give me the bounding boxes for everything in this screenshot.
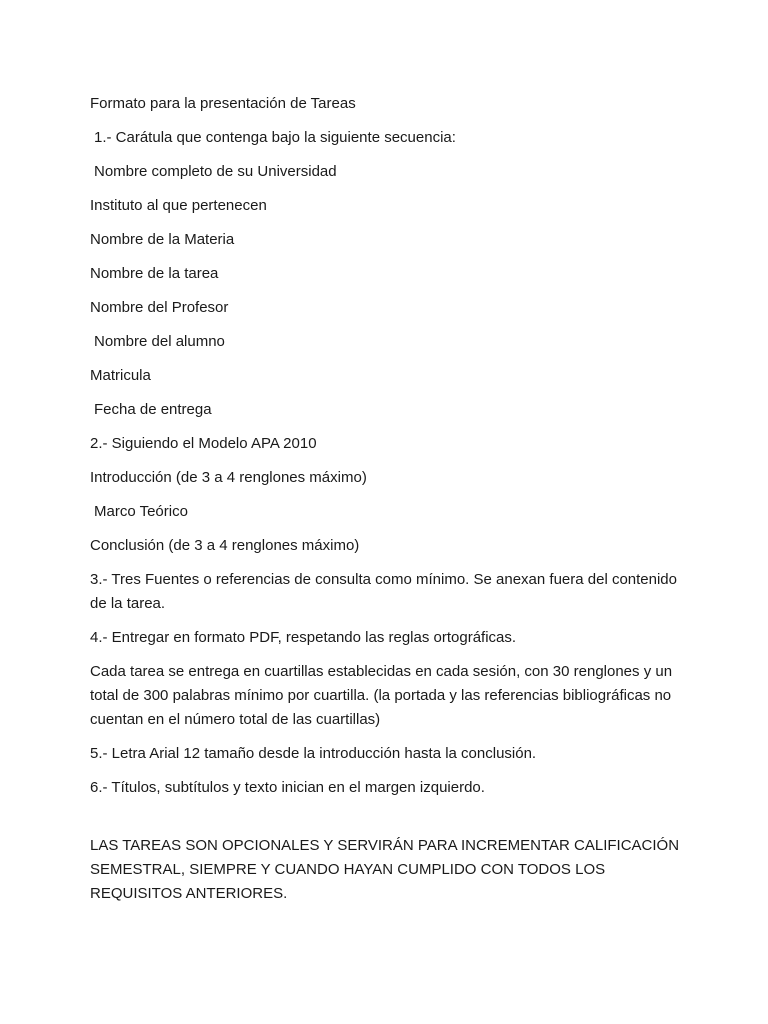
notice-paragraph: LAS TAREAS SON OPCIONALES Y SERVIRÁN PARA INCREMENTAR CALIFICACIÓN SEMESTRAL, SIEMPRE Y CUANDO HAYAN CUMPLIDO CON TODOS LOS REQUISITOS ANTERIORES. bbox=[90, 837, 684, 902]
item-universidad: Nombre completo de su Universidad bbox=[94, 163, 337, 180]
item-introduccion: Introducción (de 3 a 4 renglones máximo) bbox=[90, 469, 367, 486]
item-tarea: Nombre de la tarea bbox=[90, 265, 219, 282]
item-letra-arial: 5.- Letra Arial 12 tamaño desde la introducción hasta la conclusión. bbox=[90, 745, 537, 762]
item-formato-pdf: 4.- Entregar en formato PDF, respetando las reglas ortográficas. bbox=[90, 629, 517, 646]
item-caratula: 1.- Carátula que contenga bajo la siguiente secuencia: bbox=[94, 129, 456, 146]
item-fecha: Fecha de entrega bbox=[94, 401, 212, 418]
item-fuentes: 3.- Tres Fuentes o referencias de consulta como mínimo. Se anexan fuera del contenido de la tarea. bbox=[90, 571, 682, 612]
item-cuartillas: Cada tarea se entrega en cuartillas establecidas en cada sesión, con 30 renglones y un total de 300 palabras mínimo por cuartilla. (la portada y las referencias bibliográficas no cuentan en el número total de las cuartillas) bbox=[90, 663, 677, 728]
item-profesor: Nombre del Profesor bbox=[90, 299, 229, 316]
item-alumno: Nombre del alumno bbox=[94, 333, 225, 350]
item-conclusion: Conclusión (de 3 a 4 renglones máximo) bbox=[90, 537, 360, 554]
item-materia: Nombre de la Materia bbox=[90, 231, 235, 248]
item-matricula: Matricula bbox=[90, 367, 151, 384]
item-titulos: 6.- Títulos, subtítulos y texto inician en el margen izquierdo. bbox=[90, 779, 485, 796]
item-instituto: Instituto al que pertenecen bbox=[90, 197, 267, 214]
blank-line bbox=[90, 810, 680, 834]
item-apa: 2.- Siguiendo el Modelo APA 2010 bbox=[90, 435, 317, 452]
document-title: Formato para la presentación de Tareas bbox=[90, 95, 356, 112]
item-marco-teorico: Marco Teórico bbox=[94, 503, 188, 520]
document-body bbox=[90, 92, 684, 906]
